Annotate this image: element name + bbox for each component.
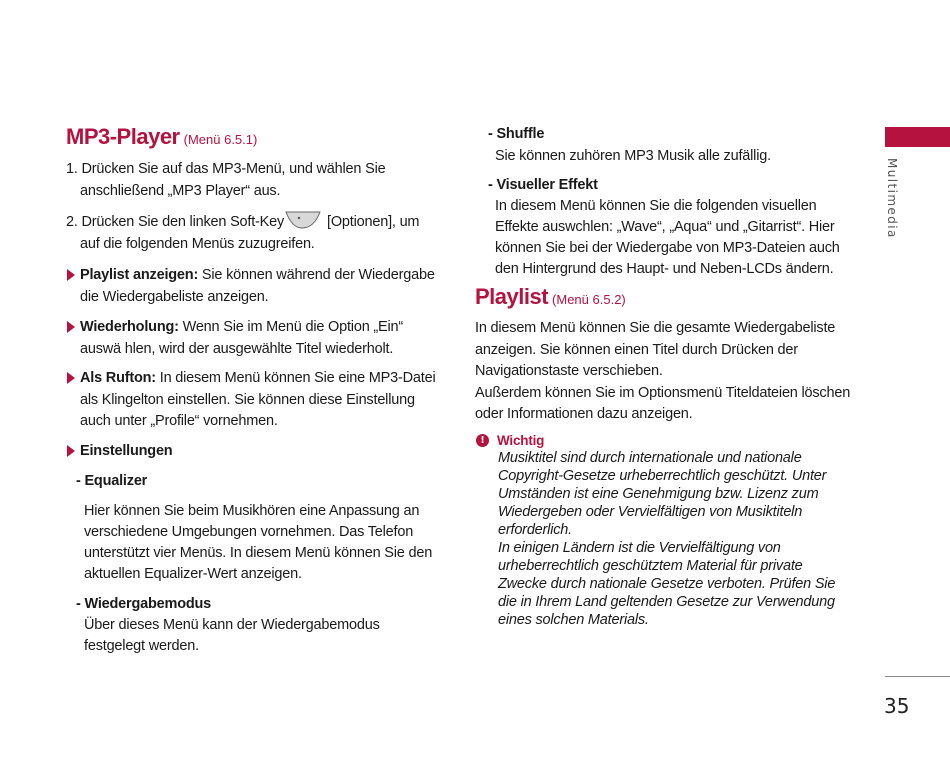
soft-key-icon [284, 210, 322, 230]
shuffle-heading: - Shuffle [488, 126, 545, 142]
bullet-arrow-icon [67, 372, 75, 384]
playback-mode-heading: - Wiedergabemodus [76, 596, 212, 612]
playlist-body-5: oder Informationen dazu anzeigen. [475, 406, 693, 422]
step2-line1b: [Optionen], um [327, 214, 420, 230]
bullet-arrow-icon [67, 269, 75, 281]
playlist-body-2: anzeigen. Sie können einen Titel durch Drücken der [475, 342, 798, 358]
important-text-10: eines solchen Materials. [498, 612, 649, 628]
important-text-2: Copyright-Gesetze urheberrechtlich geschützt. Unter [498, 468, 827, 484]
settings-heading: Einstellungen [80, 443, 173, 459]
visual-effect-text-1: In diesem Menü können Sie die folgenden visuellen [495, 198, 817, 214]
shuffle-text: Sie können zuhören MP3 Musik alle zufällig. [495, 148, 771, 164]
playlist-heading: Playlist (Menü 6.5.2) [475, 284, 626, 309]
equalizer-text-2: verschiedene Umgebungen vornehmen. Das Telefon [84, 524, 414, 540]
repeat-item-line1: Wiederholung: Wenn Sie im Menü die Option „Ein“ [80, 319, 403, 335]
important-text-4: Wiedergeben oder Vervielfältigen von Musiktiteln [498, 504, 803, 520]
warning-icon: ! [476, 434, 489, 447]
visual-effect-heading: - Visueller Effekt [488, 177, 598, 193]
important-text-3: Umständen ist eine Genehmigung bzw. Lizenz zum [498, 486, 819, 502]
playlist-item-line2: die Wiedergabeliste anzeigen. [80, 289, 269, 305]
playlist-body-3: Navigationstaste verschieben. [475, 363, 663, 379]
playlist-body-1: In diesem Menü können Sie die gesamte Wiedergabeliste [475, 320, 836, 336]
equalizer-text-1: Hier können Sie beim Musikhören eine Anpassung an [84, 503, 420, 519]
important-text-1: Musiktitel sind durch internationale und nationale [498, 450, 802, 466]
ringtone-item-line1: Als Rufton: In diesem Menü können Sie eine MP3-Datei [80, 370, 436, 386]
important-text-6: In einigen Ländern ist die Vervielfältigung von [498, 540, 781, 556]
playback-mode-text-2: festgelegt werden. [84, 638, 199, 654]
playlist-item-line1: Playlist anzeigen: Sie können während der Wiedergabe [80, 267, 435, 283]
step2-line2: auf die folgenden Menüs zuzugreifen. [80, 236, 315, 252]
equalizer-text-4: aktuellen Equalizer-Wert anzeigen. [84, 566, 302, 582]
step1-line1: 1. Drücken Sie auf das MP3-Menü, und wählen Sie [66, 161, 386, 177]
section-side-label: Multimedia [885, 158, 899, 239]
important-text-9: die in Ihrem Land geltenden Gesetze zur Verwendung [498, 594, 835, 610]
ringtone-item-line2: als Klingelton einstellen. Sie können diese Einstellung [80, 392, 415, 408]
page-number-rule [885, 676, 950, 677]
mp3-player-heading: MP3-Player (Menü 6.5.1) [66, 124, 258, 149]
step2-line1a: 2. Drücken Sie den linken Soft-Key [66, 214, 285, 230]
visual-effect-text-3: können Sie bei der Wiedergabe von MP3-Dateien auch [495, 240, 840, 256]
step1-line2: anschließend „MP3 Player“ aus. [80, 183, 281, 199]
ringtone-item-line3: auch unter „Profile“ vornehmen. [80, 413, 278, 429]
important-heading: Wichtig [497, 433, 545, 448]
section-tab [885, 127, 950, 147]
important-text-7: urheberrechtlich geschütztem Material für private [498, 558, 803, 574]
bullet-arrow-icon [67, 321, 75, 333]
playlist-body-4: Außerdem können Sie im Optionsmenü Titeldateien löschen [475, 385, 851, 401]
equalizer-heading: - Equalizer [76, 473, 148, 489]
repeat-item-line2: auswä hlen, wird der ausgewählte Titel wiederholt. [80, 341, 394, 357]
equalizer-text-3: unterstützt vier Menüs. In diesem Menü können Sie den [84, 545, 433, 561]
page-number: 35 [884, 694, 910, 718]
bullet-arrow-icon [67, 445, 75, 457]
visual-effect-text-4: den Hintergrund des Haupt- und Neben-LCDs ändern. [495, 261, 834, 277]
playback-mode-text-1: Über dieses Menü kann der Wiedergabemodus [84, 617, 380, 633]
important-text-5: erforderlich. [498, 522, 572, 538]
visual-effect-text-2: Effekte auswchlen: „Wave“, „Aqua“ und „Gitarrist“. Hier [495, 219, 835, 235]
important-text-8: Zwecke durch nationale Gesetze verboten. Prüfen Sie [498, 576, 836, 592]
